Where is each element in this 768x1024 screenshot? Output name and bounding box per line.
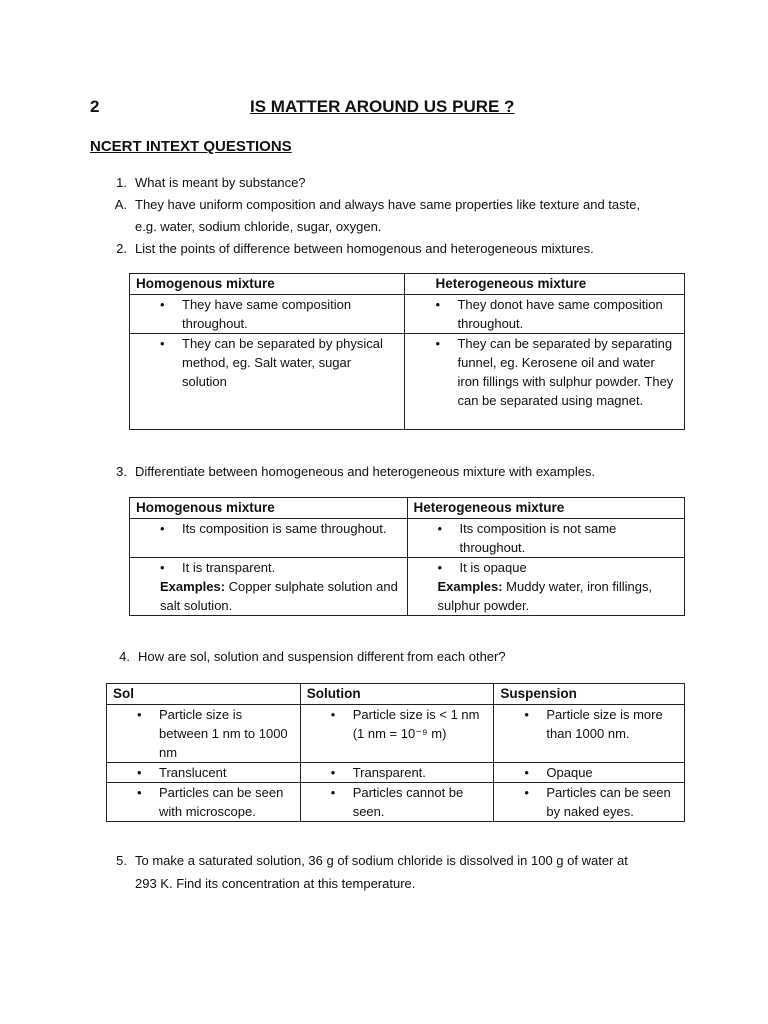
question-5-line2: 293 K. Find its concentration at this temperature. <box>135 876 416 891</box>
table2-cell: • Its composition is not same throughout. <box>408 519 685 557</box>
table3-cell: • Particle size is < 1 nm (1 nm = 10⁻⁹ m) <box>301 705 494 743</box>
table2-cell: • Its composition is same throughout. <box>130 519 407 538</box>
table-sol-solution-suspension <box>106 683 685 822</box>
examples-text: Copper sulphate solution and salt solution. <box>160 579 398 613</box>
table1-header-heterogeneous: Heterogeneous mixture <box>405 274 685 295</box>
question-5-marker: 5. <box>116 853 127 868</box>
table-homogenous-vs-heterogeneous-2 <box>129 497 685 616</box>
examples-label: Examples: <box>437 579 503 594</box>
section-title: NCERT INTEXT QUESTIONS <box>90 138 292 155</box>
answer-1-line1: They have uniform composition and always have same properties like texture and taste, <box>135 197 641 212</box>
answer-1-line2: e.g. water, sodium chloride, sugar, oxygen. <box>135 219 382 234</box>
question-1-marker: 1. <box>116 175 127 190</box>
question-4-marker: 4. <box>119 649 130 664</box>
table3-cell: • Opaque <box>494 763 684 782</box>
question-5-line1: To make a saturated solution, 36 g of sodium chloride is dissolved in 100 g of water at <box>135 853 628 868</box>
table3-cell: • Particles cannot be seen. <box>301 783 494 821</box>
table3-cell: • Particles can be seen with microscope. <box>107 783 300 821</box>
table-row <box>107 763 685 783</box>
table1-header-homogenous: Homogenous mixture <box>130 274 405 295</box>
table2-cell: • It is opaque <box>408 558 685 577</box>
table2-examples <box>130 577 407 615</box>
table1-cell: • They donot have same composition throughout. <box>405 295 684 333</box>
table-row <box>107 705 685 763</box>
chapter-title: IS MATTER AROUND US PURE ? <box>250 97 515 116</box>
chapter-number: 2 <box>90 97 100 116</box>
table3-header-sol: Sol <box>107 684 301 705</box>
table-row <box>130 295 685 334</box>
table-row <box>130 519 685 558</box>
table3-cell: • Particle size is between 1 nm to 1000 nm <box>107 705 300 762</box>
table-row <box>130 558 685 616</box>
table1-cell: • They can be separated by separating funnel, eg. Kerosene oil and water iron fillings with sulphur powder. They can be separated using magnet. <box>405 334 684 410</box>
answer-1-marker: A. <box>114 197 127 212</box>
table2-examples <box>408 577 685 615</box>
table3-cell: • Particles can be seen by naked eyes. <box>494 783 684 821</box>
table2-header-homogenous: Homogenous mixture <box>130 498 408 519</box>
table-homogenous-vs-heterogeneous-1 <box>129 273 685 430</box>
table3-cell: • Transparent. <box>301 763 494 782</box>
question-3-marker: 3. <box>116 464 127 479</box>
question-2-text: List the points of difference between homogenous and heterogeneous mixtures. <box>135 241 594 256</box>
table3-header-solution: Solution <box>300 684 494 705</box>
examples-text: Muddy water, iron fillings, sulphur powder. <box>437 579 653 613</box>
question-4-text: How are sol, solution and suspension different from each other? <box>138 649 506 664</box>
examples-label: Examples: <box>160 579 226 594</box>
table-row <box>130 334 685 430</box>
table1-cell: • They can be separated by physical method, eg. Salt water, sugar solution <box>130 334 404 391</box>
table2-cell: • It is transparent. <box>130 558 407 577</box>
table3-cell: • Translucent <box>107 763 300 782</box>
table-row <box>107 783 685 822</box>
question-3-text: Differentiate between homogeneous and heterogeneous mixture with examples. <box>135 464 596 479</box>
table3-cell: • Particle size is more than 1000 nm. <box>494 705 684 743</box>
table2-header-heterogeneous: Heterogeneous mixture <box>407 498 685 519</box>
question-2-marker: 2. <box>116 241 127 256</box>
table1-cell: • They have same composition throughout. <box>130 295 404 333</box>
question-1-text: What is meant by substance? <box>135 175 306 190</box>
table3-header-suspension: Suspension <box>494 684 685 705</box>
